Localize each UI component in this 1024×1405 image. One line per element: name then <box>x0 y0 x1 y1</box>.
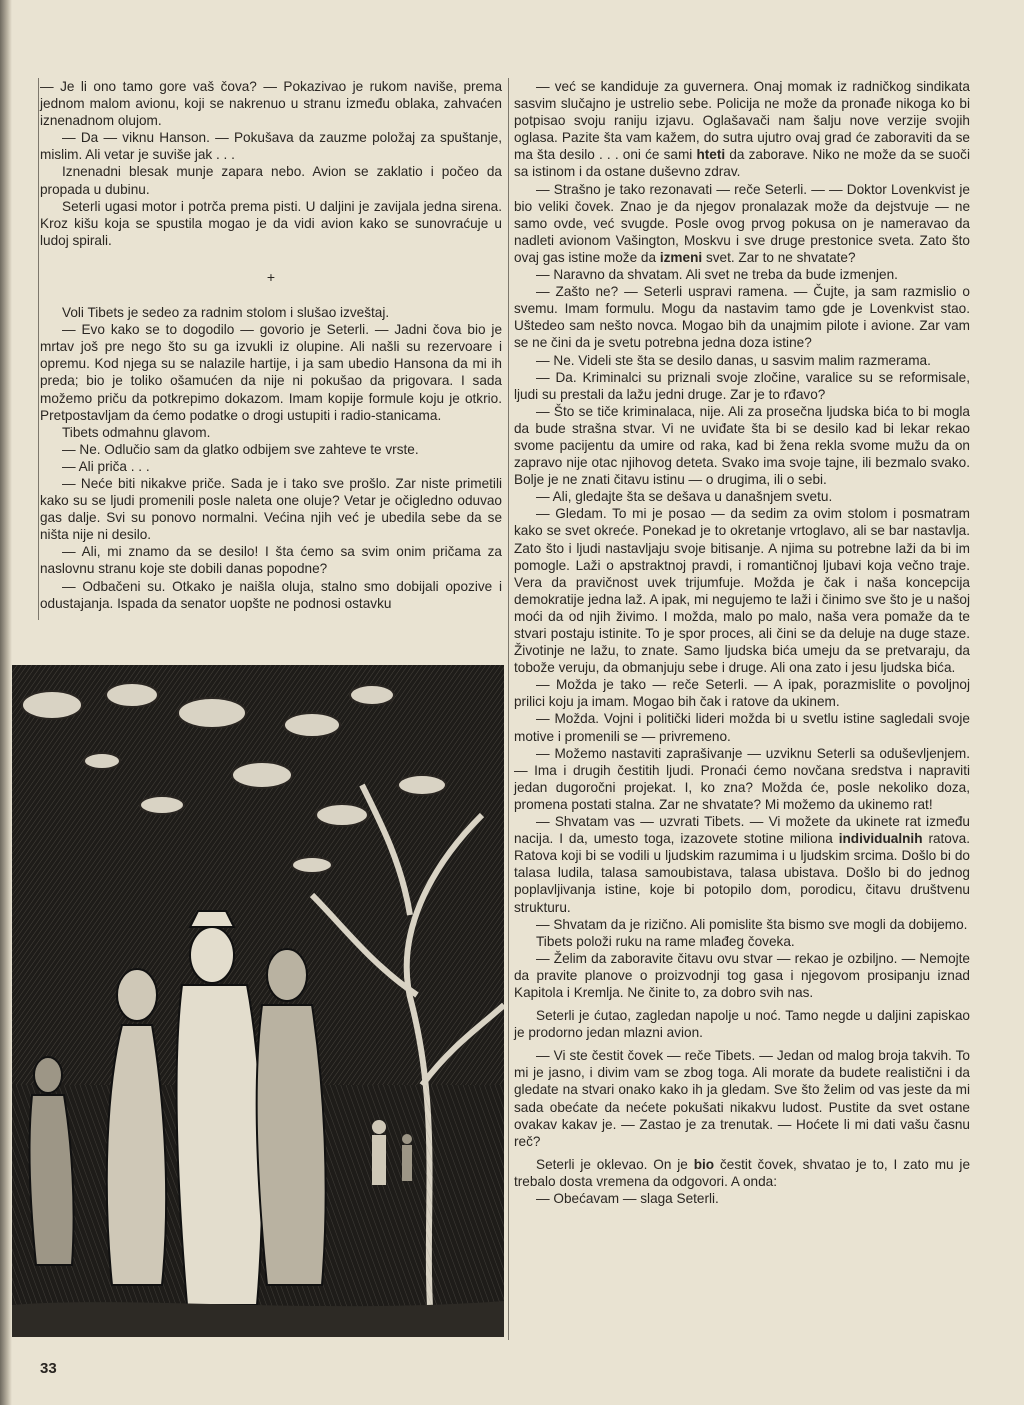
paragraph: — Neće biti nikakve priče. Sada je i tako sve prošlo. Zar niste primetili kako su se ljudi promenili posle naleta one oluje? Vetar je očigledno oduvao gas dalje. Svi su ponovo normalni. Većina njih već je ubedila sebe da se ništa nije ni desilo. <box>40 475 502 543</box>
story-illustration <box>12 665 504 1337</box>
column-divider <box>508 78 509 1340</box>
paragraph: — Je li ono tamo gore vaš čova? — Pokazivao je rukom naviše, prema jednom malom avionu, koji se nakrenuo u stranu između oblaka, zahvaćen iznenadnom olujom. <box>40 79 502 129</box>
section-separator: + <box>266 268 276 285</box>
paragraph: — Strašno je tako rezonavati — reče Seterli. — — Doktor Lovenkvist je bio veliki čovek. Znao je da njegov pronalazak može da dejstvuje — ne samo ovde, već svugde. Posle ovog prvog pokusa on je nameravao da nadleti avionom Vašington, Moskvu i sve druge prestonice sveta. Zato što ovaj gas istine može da izmeni svet. Zar to ne shvatate? <box>514 181 970 265</box>
paragraph: Seterli ugasi motor i potrča prema pisti. U daljini je zavijala jedna sirena. Kroz kišu koja se spustila mogao je da vidi avion kako se sunovraćuje u ludoj spirali. <box>40 198 502 248</box>
paragraph: — Ali, gledajte šta se dešava u današnjem svetu. <box>536 489 833 505</box>
column-rule-left <box>38 78 39 620</box>
right-text-column <box>514 78 970 1207</box>
page-spine <box>0 0 12 1405</box>
paragraph: Seterli je oklevao. On je bio čestit čovek, shvatao je to, I zato mu je trebalo dosta vremena da odgovori. A onda: <box>514 1156 971 1189</box>
paragraph: — Ali priča . . . <box>62 458 150 474</box>
paragraph: Iznenadni blesak munje zapara nebo. Avion se zaklatio i počeo da propada u dubinu. <box>40 164 502 197</box>
paragraph: Tibets položi ruku na rame mlađeg čoveka. <box>536 933 795 949</box>
illustration-drawing <box>12 665 504 1337</box>
paragraph: — već se kandiduje za guvernera. Onaj momak iz radničkog sindikata sasvim slučajno je ustrelio sebe. Policija ne može da pronađe nikoga ko bi potpisao svoju raniju izjavu. Oglašavači nam šalju nove verzije svojih oglasa. Pazite šta vam kažem, do sutra ujutro ovaj grad će zaboraviti da se ma šta desilo . . . oni će sami hteti da zaborave. Niko ne može da se suoči sa istinom i da ostane duševno zdrav. <box>514 79 970 180</box>
paragraph: — Možda. Vojni i politički lideri možda bi u svetlu istine sagledali svoje motive i promenili se — privremeno. <box>514 711 970 744</box>
paragraph: — Što se tiče kriminalaca, nije. Ali za prosečna ljudska bića to bi mogla da bude strašna stvar. Vi ne uviđate šta bi se desilo kad bi lekar rekao svome pacijentu da umire od raka, kad bi žena rekla svome mužu da on zapravo nije otac njihovog deteta. Svako ima svoje tajne, ili bezmalo svako. Bolje je ne znati čitavu istinu — o drugima, ili o sebi. <box>514 403 970 488</box>
paragraph: — Shvatam da je rizično. Ali pomislite šta bismo sve mogli da dobijemo. <box>536 916 968 932</box>
paragraph: — Obećavam — slaga Seterli. <box>536 1191 719 1206</box>
paragraph: — Možda je tako — reče Seterli. — A ipak, porazmislite o povoljnoj prilici koju ja imam. Mogao bih čak i ratove da ukinem. <box>514 677 970 710</box>
paragraph: Voli Tibets je sedeo za radnim stolom i slušao izveštaj. <box>62 305 390 321</box>
paragraph: — Gledam. To mi je posao — da sedim za ovim stolom i posmatram kako se svet okreće. Ponekad je to okretanje vrtoglavo, ali se bar nastavlja. Zato što i ljudi nastavljaju svoje bitisanje. A njima su potrebne laži da bi im pomogle. Laži o apstraktnoj pravdi, i romantičnoj ljubavi koja večno traje. Vera da pravičnost uvek trijumfuje. Možda je čak i naša koncepcija demokratije jedna laž. A ipak, mi negujemo te laži i činimo sve što je u našoj moći da od njih živimo. I možda, malo po malo, naša vera pomaže da te stvari postaju istinite. To je spor proces, ali čini se da deluje na duge staze. Životinje ne lažu, to znate. Samo ljudska bića umeju da se pretvaraju, da tobože veruju, da obmanjuju sebe i druge. Ali ona zato i jesu ljudska bića. <box>514 506 970 676</box>
paragraph: Tibets odmahnu glavom. <box>62 424 211 440</box>
paragraph: — Ne. Odlučio sam da glatko odbijem sve zahteve te vrste. <box>62 441 419 457</box>
paragraph: — Ali, mi znamo da se desilo! I šta ćemo sa svim onim pričama za naslovnu stranu koje ste dobili danas popodne? <box>40 544 502 577</box>
paragraph: — Da — viknu Hanson. — Pokušava da zauzme položaj za spuštanje, mislim. Ali vetar je suviše jak . . . <box>40 130 502 163</box>
paragraph: — Ne. Videli ste šta se desilo danas, u sasvim malim razmerama. <box>536 352 931 368</box>
paragraph: — Zašto ne? — Seterli uspravi ramena. — Čujte, ja sam razmislio o svemu. Imam formulu. Mogu da nastavim tamo gde je Lovenkvist stao. Uštedeo sam nešto novca. Mogao bih da unajmim pilote i avione. Zar vam se ne čini da je svetu potrebna jedna doza istine? <box>514 284 970 351</box>
paragraph: Seterli je ćutao, zagledan napolje u noć. Tamo negde u daljini zapiskao je prodorno jedan mlazni avion. <box>514 1008 970 1041</box>
paragraph: — Možemo nastaviti zaprašivanje — uzviknu Seterli sa oduševljenjem. — Ima i drugih čestitih ljudi. Pronaći ćemo novčana sredstva i napraviti jedan dugoročni projekat. I, ko zna? Možda će, posle nekoliko doza, promena postati stalna. Zar ne shvatate? Mi možemo da ukinemo rat! <box>514 745 970 812</box>
paragraph: — Želim da zaboravite čitavu ovu stvar — rekao je ozbiljno. — Nemojte da pravite planove o proizvodnji tog gasa i njegovom prosipanju iznad Kapitola i Kremlja. Ne činite to, za dobro svih nas. <box>514 950 970 1000</box>
paragraph: — Da. Kriminalci su priznali svoje zločine, varalice su se reformisale, ljudi su prestali da lažu jedni druge. Zar je to rđavo? <box>514 369 970 402</box>
page-number: 33 <box>40 1360 57 1377</box>
paragraph: — Evo kako se to dogodilo — govorio je Seterli. — Jadni čova bio je mrtav još pre nego što su ga izvukli iz olupine. Ali našli su rezervoare i opremu. Kod njega su se nalazile hartije, i ja sam ubedio Hansona da mi ih preda; bio je toliko ošamućen da nije ni pokušao da prigovara. I sada možemo priču da potkrepimo dokazom. Imam kopije formule koju je otkrio. Pretpostavljam da ćemo podatke o drogi ustupiti i radio-stanicama. <box>40 322 502 423</box>
left-text-column <box>40 78 502 612</box>
paragraph: — Naravno da shvatam. Ali svet ne treba da bude izmenjen. <box>536 267 898 283</box>
paragraph: — Vi ste čestit čovek — reče Tibets. — Jedan od malog broja takvih. To mi je jasno, i divim vam se zbog toga. Ali morate da budete realistični i da gledate na stvari onako kako ih ja gledam. Sve što želim od vas jeste da mi sada obećate da nećete pokušati nikakvu ludost. Pustite da svet ostane ovakav kakav je. — Zastao je za trenutak. — Hoćete li mi dati vašu časnu reč? <box>514 1048 970 1149</box>
paragraph: — Shvatam vas — uzvrati Tibets. — Vi možete da ukinete rat između nacija. I da, umesto toga, izazovete stotine miliona individualnih ratova. Ratova koji bi se vodili u ljudskim razumima i u ljudskim srcima. Došlo bi do talasa ludila, talasa samoubistava, talasa ubistava. Došlo bi do jednog poplavljivanja istine, koje bi potopilo dom, porodicu, čitavu društvenu strukturu. <box>514 814 970 915</box>
paragraph: — Odbačeni su. Otkako je naišla oluja, stalno smo dobijali opozive i odustajanja. Ispada da senator uopšte ne podnosi ostavku <box>40 578 502 611</box>
